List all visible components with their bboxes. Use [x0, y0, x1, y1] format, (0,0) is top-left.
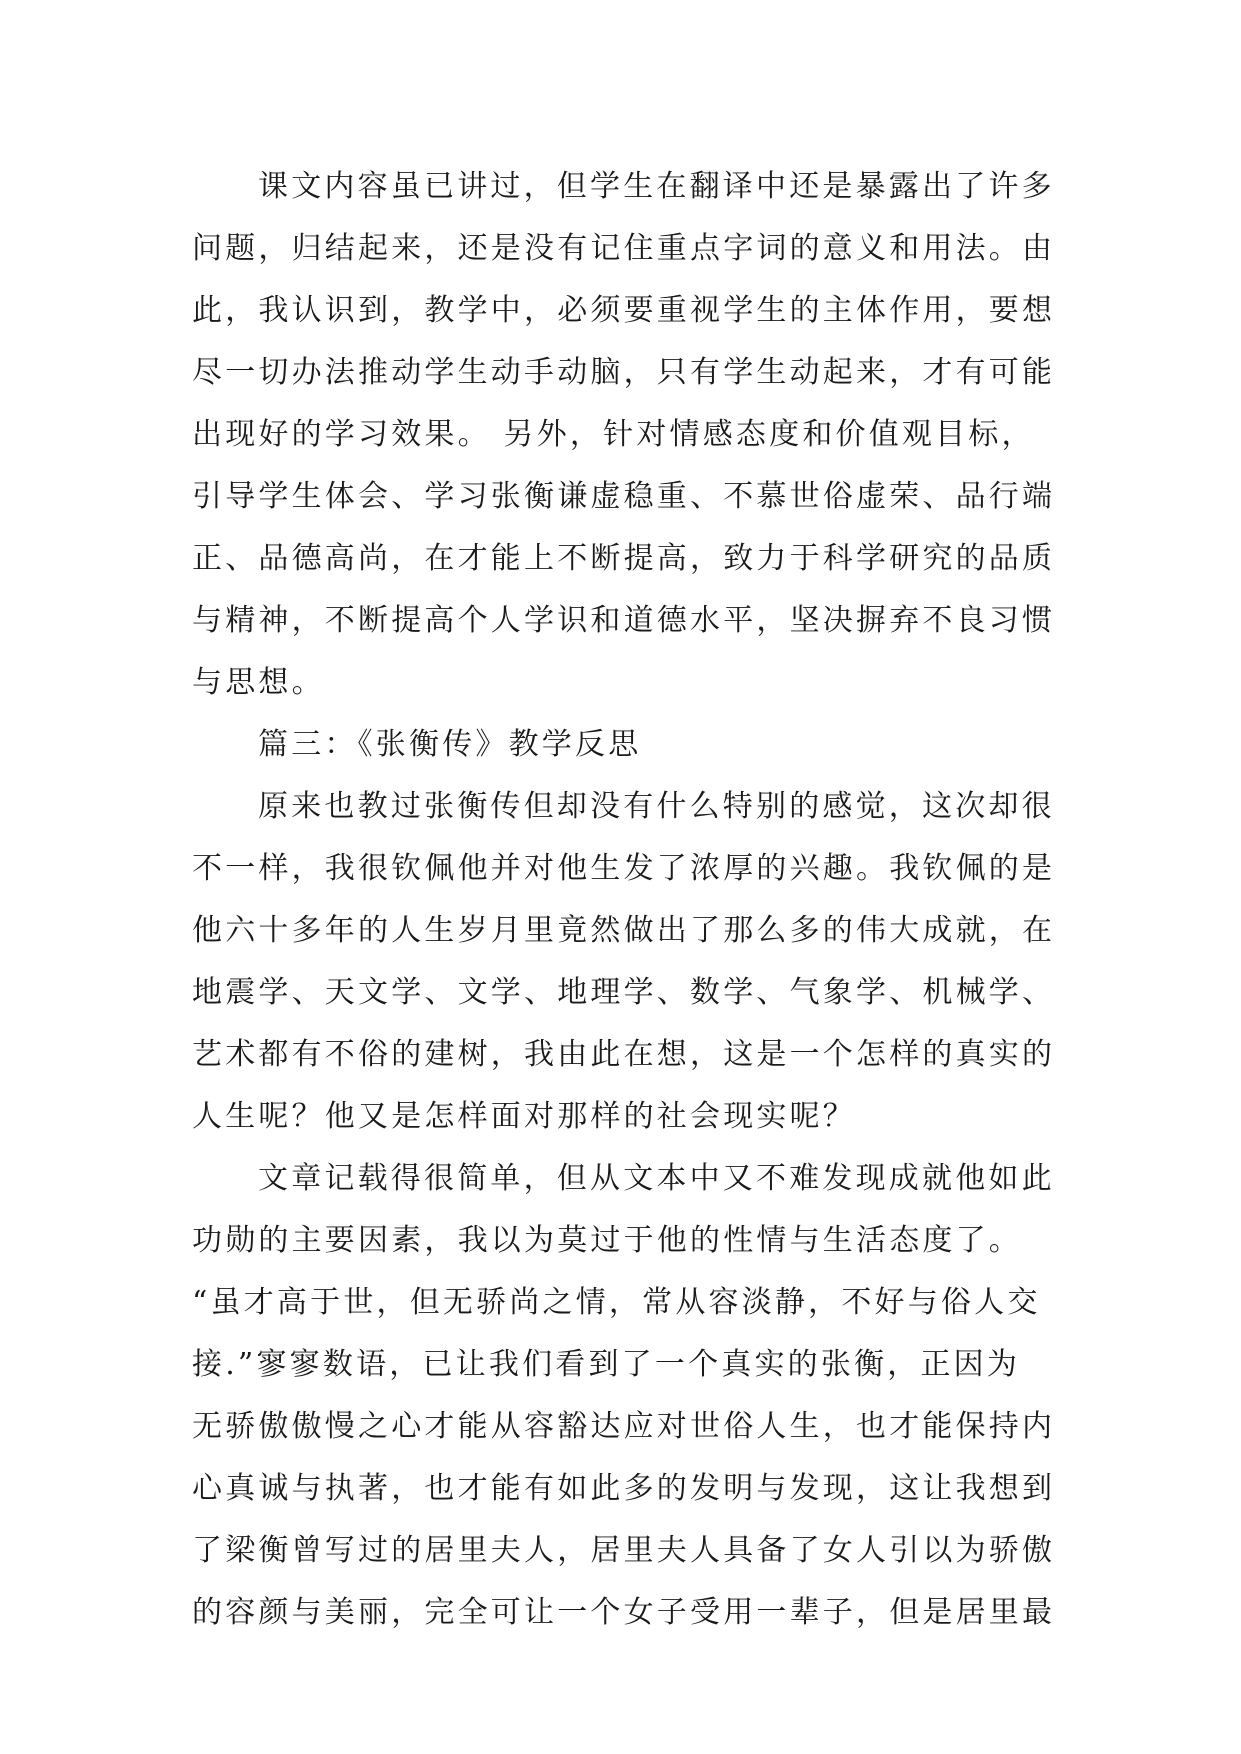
text-line: 心真诚与执著，也才能有如此多的发明与发现，这让我想到	[192, 1471, 1056, 1506]
text-line: 正、品德高尚，在才能上不断提高，致力于科学研究的品质	[192, 541, 1056, 576]
text-line: 无骄傲傲慢之心才能从容豁达应对世俗人生，也才能保持内	[192, 1409, 1056, 1444]
text-line: 接.”寥寥数语，已让我们看到了一个真实的张衡，正因为	[192, 1347, 1021, 1382]
text-line: 人生呢？他又是怎样面对那样的社会现实呢？	[192, 1099, 856, 1134]
text-line: 他六十多年的人生岁月里竟然做出了那么多的伟大成就，在	[192, 913, 1056, 948]
text-line: 与精神，不断提高个人学识和道德水平，坚决摒弃不良习惯	[192, 603, 1056, 638]
document-body	[192, 156, 1064, 1644]
text-line: 问题，归结起来，还是没有记住重点字词的意义和用法。由	[192, 231, 1056, 266]
text-line: 此，我认识到，教学中，必须要重视学生的主体作用，要想	[192, 293, 1056, 328]
text-line: 了梁衡曾写过的居里夫人，居里夫人具备了女人引以为骄傲	[192, 1533, 1056, 1568]
text-line: 课文内容虽已讲过，但学生在翻译中还是暴露出了许多	[258, 169, 1055, 204]
text-line: 不一样，我很钦佩他并对他生发了浓厚的兴趣。我钦佩的是	[192, 851, 1056, 886]
text-line: 引导学生体会、学习张衡谦虚稳重、不慕世俗虚荣、品行端	[192, 479, 1056, 514]
paragraph	[192, 1148, 1064, 1644]
text-line: “虽才高于世，但无骄尚之情，常从容淡静，不好与俗人交	[192, 1285, 1041, 1320]
text-line: 地震学、天文学、文学、地理学、数学、气象学、机械学、	[192, 975, 1056, 1010]
text-line: 尽一切办法推动学生动手动脑，只有学生动起来，才有可能	[192, 355, 1056, 390]
paragraph	[192, 156, 1064, 714]
paragraph	[192, 714, 1064, 776]
text-line: 与思想。	[192, 665, 325, 700]
text-line: 文章记载得很简单，但从文本中又不难发现成就他如此	[258, 1161, 1055, 1196]
text-line: 原来也教过张衡传但却没有什么特别的感觉，这次却很	[258, 789, 1055, 824]
text-line: 出现好的学习效果。 另外，针对情感态度和价值观目标，	[192, 417, 1035, 452]
text-line: 功勋的主要因素，我以为莫过于他的性情与生活态度了。	[192, 1223, 1022, 1258]
text-line: 的容颜与美丽，完全可让一个女子受用一辈子，但是居里最	[192, 1595, 1056, 1630]
text-line: 艺术都有不俗的建树，我由此在想，这是一个怎样的真实的	[192, 1037, 1056, 1072]
paragraph	[192, 776, 1064, 1148]
section-heading: 篇三：《张衡传》教学反思	[258, 727, 642, 762]
